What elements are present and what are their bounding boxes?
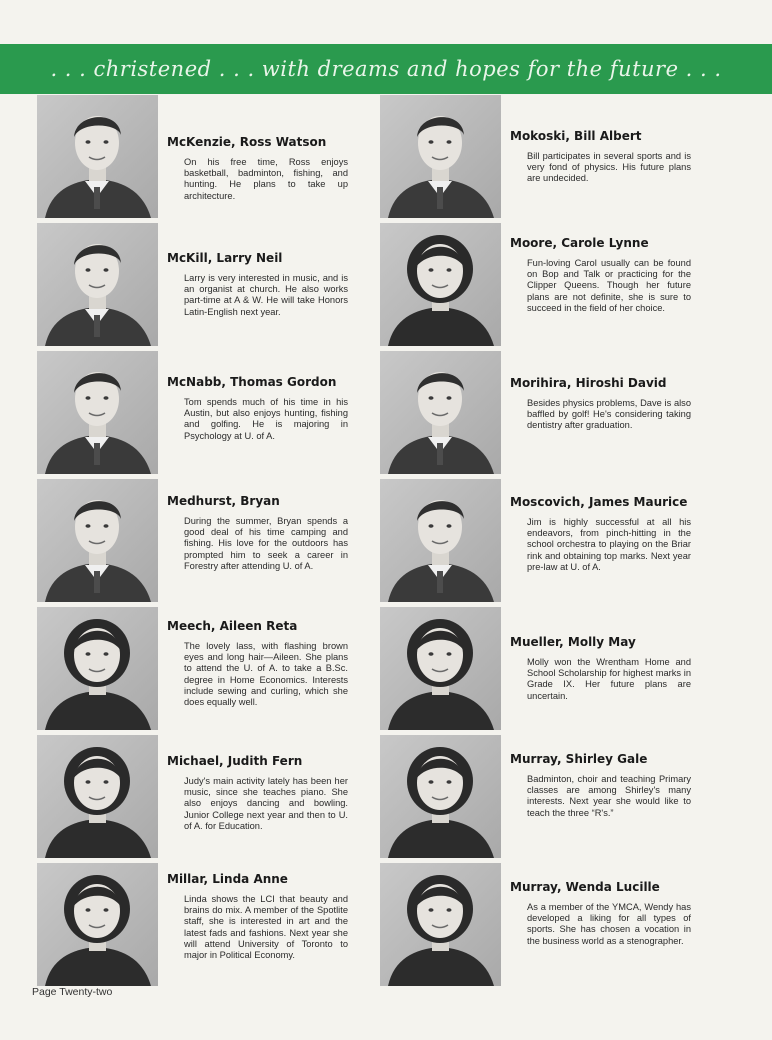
- student-photo: [37, 863, 158, 986]
- student-info: [510, 129, 705, 185]
- student-name: Mueller, Molly May: [510, 635, 636, 649]
- student-name: Millar, Linda Anne: [167, 872, 288, 886]
- student-photo: [380, 479, 501, 602]
- student-portrait-female-icon: [380, 223, 501, 346]
- student-info: [167, 619, 362, 708]
- student-info: [510, 236, 705, 314]
- student-photo: [380, 735, 501, 858]
- student-bio: Linda shows the LCI that beauty and brains do mix. A member of the Spotlite staff, she is interested in art and the latest fads and fashions. Next year she will attend University of Toronto to major in Political Economy.: [184, 894, 348, 961]
- student-bio: Molly won the Wrentham Home and School Scholarship for highest marks in Grade IX. Her future plans are uncertain.: [527, 657, 691, 701]
- student-name: Mokoski, Bill Albert: [510, 129, 642, 143]
- student-name: Moscovich, James Maurice: [510, 495, 688, 509]
- student-portrait-male-icon: [380, 95, 501, 218]
- student-bio: Fun-loving Carol usually can be found on Bop and Talk or practicing for the Clipper Queens. Though her future plans are not definite, she is sure to succeed in the field of her choice.: [527, 258, 691, 313]
- student-photo: [37, 223, 158, 346]
- student-bio: Judy's main activity lately has been her music, since she teaches piano. She also enjoys dancing and bowling. Junior College next year and then to U. of A. for Education.: [184, 776, 348, 831]
- student-info: [510, 495, 705, 573]
- student-info: [167, 251, 362, 318]
- student-name: Medhurst, Bryan: [167, 494, 280, 508]
- student-info: [167, 494, 362, 572]
- student-bio: Badminton, choir and teaching Primary classes are among Shirley's many interests. Next year she would like to teach the three “R's.”: [527, 774, 691, 818]
- student-info: [510, 376, 705, 432]
- student-portrait-female-icon: [380, 735, 501, 858]
- student-photo: [37, 351, 158, 474]
- student-portrait-male-icon: [37, 223, 158, 346]
- student-portrait-female-icon: [37, 607, 158, 730]
- student-name: Morihira, Hiroshi David: [510, 376, 667, 390]
- student-photo: [380, 351, 501, 474]
- student-portrait-female-icon: [37, 863, 158, 986]
- student-name: Murray, Wenda Lucille: [510, 880, 660, 894]
- student-portrait-female-icon: [380, 607, 501, 730]
- student-name: McKill, Larry Neil: [167, 251, 283, 265]
- student-bio: During the summer, Bryan spends a good deal of his time camping and fishing. His love for the outdoors has prompted him to seek a career in Forestry after attending U. of A.: [184, 516, 348, 571]
- student-info: [167, 754, 362, 832]
- student-portrait-male-icon: [37, 95, 158, 218]
- student-info: [510, 752, 705, 819]
- student-bio: The lovely lass, with flashing brown eyes and long hair—Aileen. She plans to attend the U. of A. to take a B.Sc. degree in Home Economics. Interests include sewing and curling, which she does equally well.: [184, 641, 348, 708]
- student-photo: [37, 607, 158, 730]
- student-name: Meech, Aileen Reta: [167, 619, 298, 633]
- student-portrait-female-icon: [380, 863, 501, 986]
- student-photo: [380, 223, 501, 346]
- student-bio: As a member of the YMCA, Wendy has developed a liking for all types of sports. She has chosen a vocation in the business world as a stenographer.: [527, 902, 691, 946]
- student-photo: [37, 479, 158, 602]
- student-info: [167, 872, 362, 961]
- student-name: Murray, Shirley Gale: [510, 752, 648, 766]
- student-info: [510, 880, 705, 947]
- student-bio: Jim is highly successful at all his endeavors, from pinch-hitting in the school orchestra to playing on the Briar rink and obtaining top marks. Next year pre-law at U. of A.: [527, 517, 691, 572]
- student-bio: Tom spends much of his time in his Austin, but also enjoys hunting, fishing and golfing. He is majoring in Psychology at U. of A.: [184, 397, 348, 441]
- student-name: Michael, Judith Fern: [167, 754, 303, 768]
- student-portrait-male-icon: [37, 351, 158, 474]
- student-portrait-female-icon: [37, 735, 158, 858]
- student-info: [167, 135, 362, 202]
- student-photo: [380, 95, 501, 218]
- student-photo: [380, 863, 501, 986]
- student-bio: On his free time, Ross enjoys basketball, badminton, fishing, and hunting. He plans to take up architecture.: [184, 157, 348, 201]
- student-info: [510, 635, 705, 702]
- student-bio: Bill participates in several sports and is very fond of physics. His future plans are undecided.: [527, 151, 691, 184]
- student-portrait-male-icon: [380, 479, 501, 602]
- student-portrait-male-icon: [380, 351, 501, 474]
- student-portrait-male-icon: [37, 479, 158, 602]
- title-banner: [0, 44, 772, 94]
- student-bio: Larry is very interested in music, and is an organist at church. He also works part-time at A & W. He will take Honors Latin-English next year.: [184, 273, 348, 317]
- page-number: Page Twenty-two: [32, 986, 113, 998]
- student-name: McKenzie, Ross Watson: [167, 135, 327, 149]
- student-bio: Besides physics problems, Dave is also baffled by golf! He's considering taking dentistry after graduation.: [527, 398, 691, 431]
- banner-text: . . . christened . . . with dreams and hopes for the future . . .: [50, 57, 722, 81]
- student-info: [167, 375, 362, 442]
- student-photo: [37, 95, 158, 218]
- student-photo: [380, 607, 501, 730]
- student-photo: [37, 735, 158, 858]
- student-name: Moore, Carole Lynne: [510, 236, 649, 250]
- student-name: McNabb, Thomas Gordon: [167, 375, 337, 389]
